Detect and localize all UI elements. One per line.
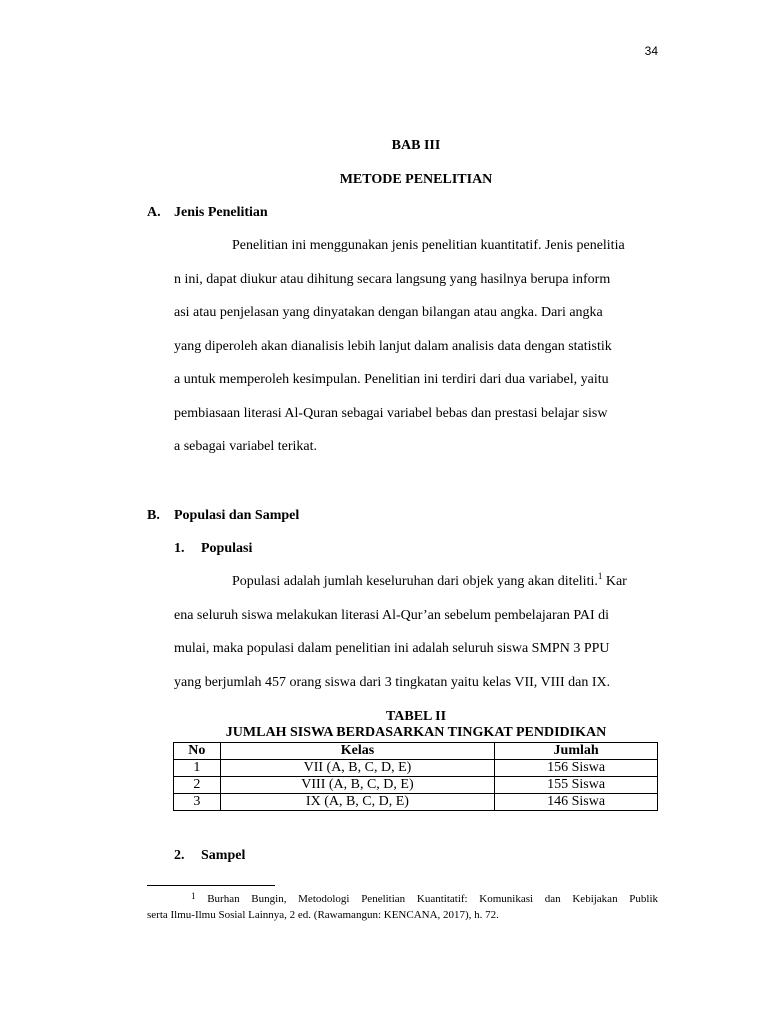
header-kelas: Kelas (220, 743, 495, 760)
table-row (174, 760, 658, 777)
cell-no: 1 (174, 760, 221, 777)
cell-kelas: VII (A, B, C, D, E) (220, 760, 495, 777)
cell-jumlah: 156 Siswa (495, 760, 658, 777)
paragraph-line: a sebagai variabel terikat. (174, 439, 318, 454)
table-row (174, 777, 658, 794)
subsection-sampel-heading (174, 848, 245, 864)
table-row (174, 794, 658, 811)
paragraph-line: yang diperoleh akan dianalisis lebih lanjut dalam analisis data dengan statistik (174, 338, 612, 354)
paragraph-line: Penelitian ini menggunakan jenis penelitian kuantitatif. Jenis penelitia (232, 238, 625, 253)
subsection-populasi-title: Populasi (201, 541, 253, 556)
subsection-populasi-number: 1. (174, 541, 185, 556)
table-title: JUMLAH SISWA BERDASARKAN TINGKAT PENDIDIKAN (225, 725, 607, 740)
footnote-marker: 1 (191, 891, 196, 901)
paragraph-line (174, 571, 658, 608)
cell-kelas: IX (A, B, C, D, E) (220, 794, 495, 811)
populasi-text: Populasi adalah jumlah keseluruhan dari objek yang akan diteliti. (232, 574, 598, 589)
cell-no: 3 (174, 794, 221, 811)
cell-jumlah: 155 Siswa (495, 777, 658, 794)
subsection-populasi-heading (174, 541, 252, 557)
populasi-text-continued: Kar (602, 574, 627, 589)
section-a-letter: A. (147, 205, 161, 220)
footnote-line: serta Ilmu-Ilmu Sosial Lainnya, 2 ed. (Rawamangun: KENCANA, 2017), h. 72. (147, 909, 499, 921)
cell-jumlah: 146 Siswa (495, 794, 658, 811)
chapter-number: BAB III (391, 138, 441, 153)
footnote-reference[interactable]: 1 (597, 571, 603, 581)
paragraph-line: ena seluruh siswa melakukan literasi Al-Qur’an sebelum pembelajaran PAI di (174, 607, 610, 623)
footnote-text: Burhan Bungin, Metodologi Penelitian Kuantitatif: Komunikasi dan Kebijakan Publik (207, 893, 659, 905)
section-b-letter: B. (147, 508, 160, 523)
cell-kelas: VIII (A, B, C, D, E) (220, 777, 495, 794)
page-number: 34 (644, 44, 658, 58)
paragraph-line: yang berjumlah 457 orang siswa dari 3 tingkatan yaitu kelas VII, VIII dan IX. (174, 674, 611, 690)
table-header-row (174, 743, 658, 760)
header-jumlah: Jumlah (495, 743, 658, 760)
section-b-heading (147, 508, 299, 524)
section-a-paragraph (174, 238, 658, 473)
chapter-title: METODE PENELITIAN (339, 172, 493, 187)
populasi-paragraph (174, 571, 658, 708)
table-label: TABEL II (385, 709, 447, 724)
cell-no: 2 (174, 777, 221, 794)
subsection-sampel-number: 2. (174, 848, 185, 863)
section-a-title: Jenis Penelitian (174, 205, 268, 220)
paragraph-line: asi atau penjelasan yang dinyatakan dengan bilangan atau angka. Dari angka (174, 305, 603, 320)
paragraph-line: a untuk memperoleh kesimpulan. Penelitian ini terdiri dari dua variabel, yaitu (174, 372, 609, 387)
subsection-sampel-title: Sampel (201, 848, 246, 863)
paragraph-line: n ini, dapat diukur atau dihitung secara langsung yang hasilnya berupa inform (174, 271, 611, 287)
footnote-separator (147, 885, 275, 886)
footnote (147, 891, 658, 923)
student-count-table (173, 742, 658, 811)
section-b-title: Populasi dan Sampel (174, 508, 300, 523)
footnote-line (147, 891, 658, 907)
paragraph-line: mulai, maka populasi dalam penelitian ini adalah seluruh siswa SMPN 3 PPU (174, 641, 610, 656)
paragraph-line: pembiasaan literasi Al-Quran sebagai variabel bebas dan prestasi belajar sisw (174, 405, 608, 421)
section-a-heading (147, 205, 268, 221)
header-no: No (174, 743, 221, 760)
